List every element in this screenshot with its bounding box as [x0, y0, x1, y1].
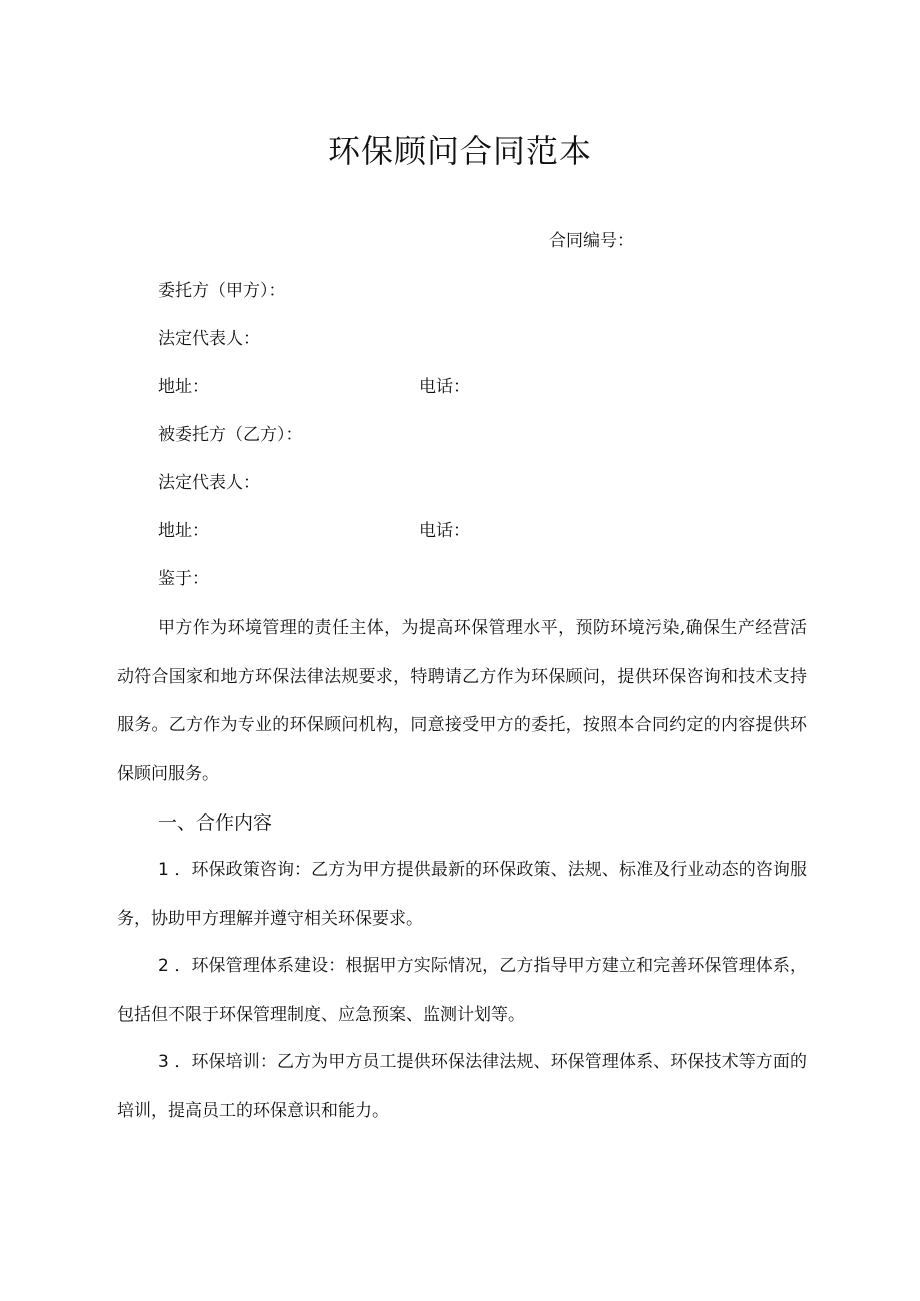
whereas-label: 鉴于：	[158, 569, 209, 589]
party-a-phone-label: 电话：	[419, 377, 470, 397]
clause-number: 2 ．	[158, 956, 192, 976]
section-heading-cooperation: 一、合作内容	[158, 812, 273, 834]
clause-number: 1 ．	[158, 860, 192, 880]
clause-item	[117, 1038, 807, 1135]
clause-item	[117, 942, 807, 1039]
intro-paragraph: 甲方作为环境管理的责任主体，为提高环保管理水平，预防环境污染,确保生产经营活动符合国家和地方环保法律法规要求，特聘请乙方作为环保顾问，提供环保咨询和技术支持服务。乙方作为专业的环保顾问机构，同意接受甲方的委托，按照本合同约定的内容提供环保顾问服务。	[117, 618, 807, 784]
party-b-phone-label: 电话：	[419, 521, 470, 541]
party-b-label: 被委托方（乙方）：	[158, 425, 303, 445]
party-a-label: 委托方（甲方）：	[158, 281, 286, 301]
party-a-representative-label: 法定代表人：	[158, 329, 260, 349]
party-b-representative-label: 法定代表人：	[158, 473, 260, 493]
clause-text: 环保培训：乙方为甲方员工提供环保法律法规、环保管理体系、环保技术等方面的培训，提高员工的环保意识和能力。	[117, 1052, 807, 1121]
clause-text: 环保政策咨询：乙方为甲方提供最新的环保政策、法规、标准及行业动态的咨询服务，协助甲方理解并遵守相关环保要求。	[117, 860, 807, 929]
party-a-address-label: 地址：	[158, 377, 209, 397]
clause-item	[117, 846, 807, 943]
clause-number: 3 ．	[158, 1052, 192, 1072]
party-b-address-label: 地址：	[158, 521, 209, 541]
contract-number-label: 合同编号：	[549, 231, 634, 251]
clause-text: 环保管理体系建设：根据甲方实际情况，乙方指导甲方建立和完善环保管理体系，包括但不限于环保管理制度、应急预案、监测计划等。	[117, 956, 807, 1025]
document-title: 环保顾问合同范本	[327, 132, 592, 170]
